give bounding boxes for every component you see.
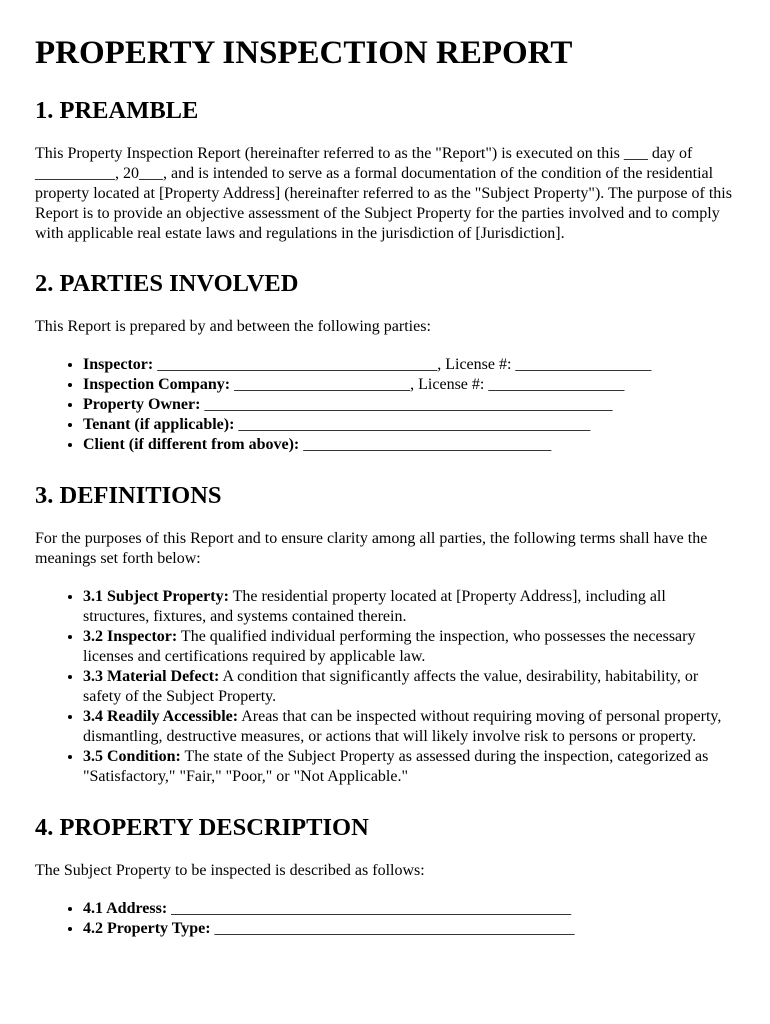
list-item-text: Areas that can be inspected without requiring moving of personal property, dismantling, destructive measures, or actions that will likely involve risk to persons or property. xyxy=(83,708,722,745)
list-item xyxy=(83,375,736,395)
list-item-label: 4.2 Property Type: xyxy=(83,920,211,937)
list-item-text: A condition that significantly affects the value, desirability, habitability, or safety of the Subject Property. xyxy=(83,668,699,705)
list-item xyxy=(83,435,736,455)
list-item-text: ____________________________________________ xyxy=(234,416,591,433)
description-list xyxy=(35,899,736,939)
list-item-text: The residential property located at [Property Address], including all structures, fixtures, and systems contained therein. xyxy=(83,588,666,625)
section-heading-definitions: 3. DEFINITIONS xyxy=(35,482,222,509)
parties-intro: This Report is prepared by and between the following parties: xyxy=(35,318,431,335)
definitions-list xyxy=(35,587,736,787)
list-item-label: 3.5 Condition: xyxy=(83,748,181,765)
section-heading-preamble: 1. PREAMBLE xyxy=(35,97,199,124)
document-title: PROPERTY INSPECTION REPORT xyxy=(35,35,573,71)
parties-list xyxy=(35,355,736,455)
list-item-text: _______________________________ xyxy=(299,436,552,453)
list-item-label: Inspection Company: xyxy=(83,376,231,393)
list-item-label: 3.1 Subject Property: xyxy=(83,588,229,605)
list-item xyxy=(83,395,736,415)
list-item xyxy=(83,899,736,919)
list-item xyxy=(83,707,736,747)
definitions-intro: For the purposes of this Report and to ensure clarity among all parties, the following terms shall have the meanings set forth below: xyxy=(35,530,708,567)
list-item-text: __________________________________________________ xyxy=(167,900,572,917)
list-item-text: _____________________________________________ xyxy=(210,920,575,937)
list-item-label: 3.4 Readily Accessible: xyxy=(83,708,239,725)
list-item xyxy=(83,627,736,667)
list-item-label: 3.3 Material Defect: xyxy=(83,668,220,685)
list-item xyxy=(83,919,736,939)
list-item xyxy=(83,747,736,787)
list-item-label: 3.2 Inspector: xyxy=(83,628,178,645)
list-item-text: ______________________, License #: _________________ xyxy=(230,376,625,393)
preamble-paragraph: This Property Inspection Report (hereinafter referred to as the "Report") is executed on this ___ day of __________, 20___, and is intended to serve as a formal documentation of the condition of the residential property located at [Property Address] (hereinafter referred to as the "Subject Property"). The purpose of this Report is to provide an objective assessment of the Subject Property for the parties involved and to comply with applicable real estate laws and regulations in the jurisdiction of [Jurisdiction]. xyxy=(35,145,732,242)
list-item xyxy=(83,415,736,435)
description-intro: The Subject Property to be inspected is described as follows: xyxy=(35,862,425,879)
list-item-text: ___________________________________________________ xyxy=(200,396,613,413)
list-item-label: Inspector: xyxy=(83,356,154,373)
list-item-text: The qualified individual performing the inspection, who possesses the necessary licenses and certifications required by applicable law. xyxy=(83,628,696,665)
list-item-label: 4.1 Address: xyxy=(83,900,168,917)
list-item-label: Tenant (if applicable): xyxy=(83,416,235,433)
list-item xyxy=(83,355,736,375)
list-item xyxy=(83,667,736,707)
list-item-label: Property Owner: xyxy=(83,396,201,413)
section-heading-description: 4. PROPERTY DESCRIPTION xyxy=(35,814,369,841)
list-item xyxy=(83,587,736,627)
list-item-text: ___________________________________, License #: _________________ xyxy=(153,356,652,373)
section-heading-parties: 2. PARTIES INVOLVED xyxy=(35,270,299,297)
list-item-text: The state of the Subject Property as assessed during the inspection, categorized as "Satisfactory," "Fair," "Poor," or "Not Applicable." xyxy=(83,748,709,785)
list-item-label: Client (if different from above): xyxy=(83,436,300,453)
